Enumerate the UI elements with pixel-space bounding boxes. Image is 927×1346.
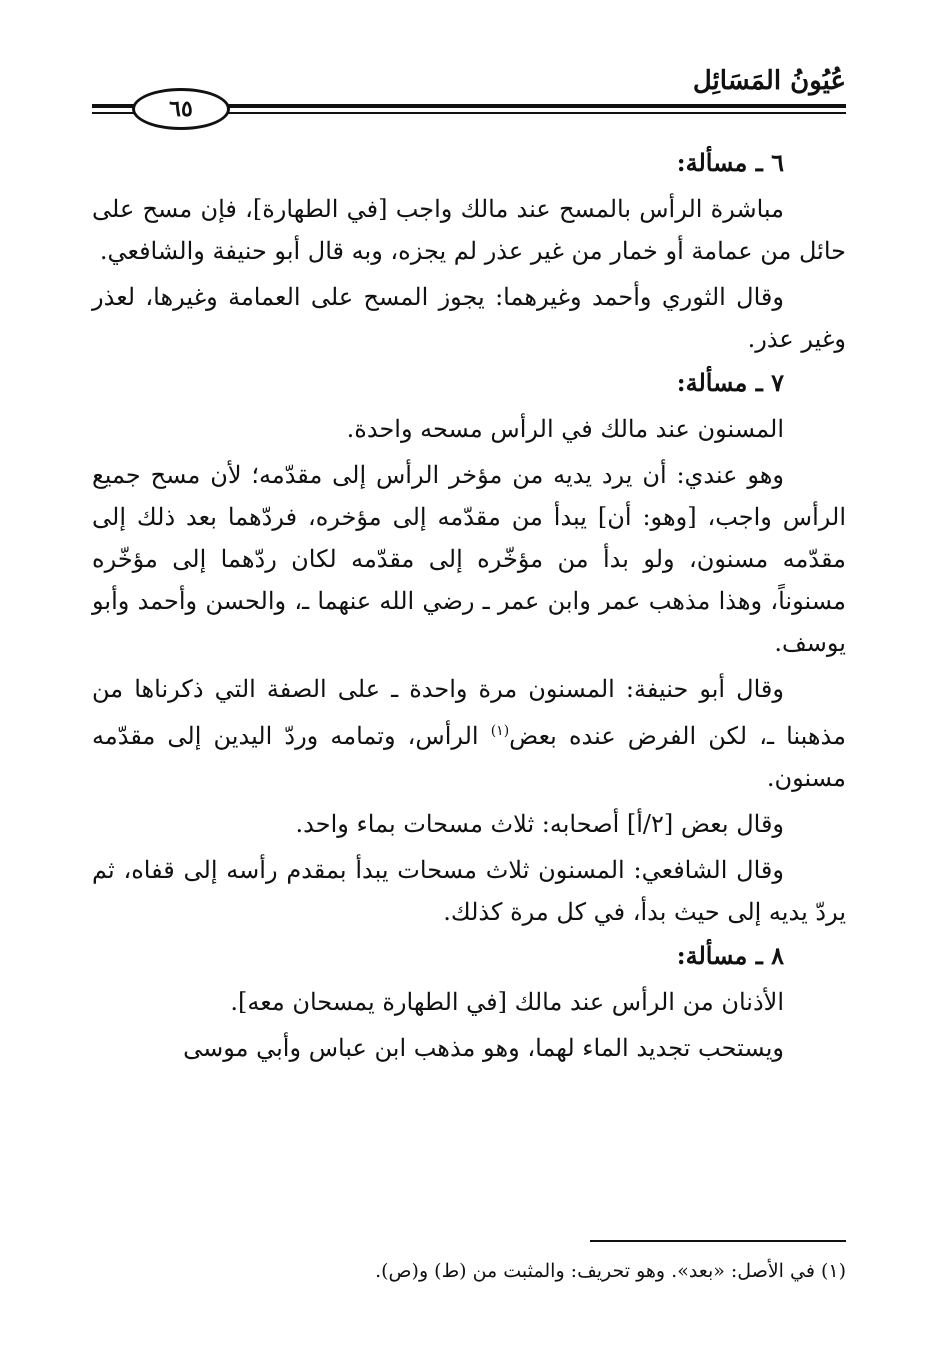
issue-heading-8: ٨ ـ مسألة:	[676, 941, 784, 970]
footnote-rule	[590, 1240, 846, 1242]
footnote-ref: (١)	[490, 723, 510, 739]
paragraph: وقال الشافعي: المسنون ثلاث مسحات يبدأ بمقدم رأسه إلى قفاه، ثم يردّ يديه إلى حيث بدأ، في كل مرة كذلك.	[92, 856, 846, 926]
page-number: ٦٥	[132, 88, 230, 130]
paragraph: ويستحب تجديد الماء لهما، وهو مذهب ابن عباس وأبي موسى	[183, 1034, 784, 1062]
paragraph-text: الرأس، وتمامه وردّ اليدين إلى مقدّمه مسنون.	[92, 722, 846, 792]
paragraph: المسنون عند مالك في الرأس مسحه واحدة.	[346, 415, 784, 443]
paragraph: الأذنان من الرأس عند مالك [في الطهارة يمسحان معه].	[230, 988, 784, 1016]
paragraph: وقال بعض [٢/أ] أصحابه: ثلاث مسحات بماء واحد.	[295, 810, 784, 838]
paragraph-text: وقال أبو حنيفة: المسنون مرة واحدة ـ على الصفة التي ذكرناها من مذهبنا ـ، لكن الفرض عنده بعض	[92, 675, 847, 750]
paragraph-with-footnote	[92, 668, 846, 799]
paragraph: وهو عندي: أن يرد يديه من مؤخر الرأس إلى مقدّمه؛ لأن مسح جميع الرأس واجب، [وهو: أن] يبدأ من مقدّمه إلى مؤخره، فردّهما بعد ذلك إلى مقدّمه مسنون، ولو بدأ من مؤخّره إلى مقدّمه لكان ردّهما إلى مؤخّره مسنوناً، وهذا مذهب عمر وابن عمر ـ رضي الله عنهما ـ، والحسن وأحمد وأبو يوسف.	[92, 461, 846, 657]
issue-heading-7: ٧ ـ مسألة:	[676, 368, 784, 397]
page-header	[92, 62, 846, 122]
running-title: عُيُونُ المَسَائِل	[692, 66, 846, 96]
main-text	[92, 140, 846, 1073]
footnote: (١) في الأصل: «بعد». وهو تحريف: والمثبت من (ط) و(ص).	[375, 1260, 846, 1282]
paragraph: وقال الثوري وأحمد وغيرهما: يجوز المسح على العمامة وغيرها، لعذر وغير عذر.	[92, 283, 846, 353]
paragraph: مباشرة الرأس بالمسح عند مالك واجب [في الطهارة]، فإن مسح على حائل من عمامة أو خمار من غير عذر لم يجزه، وبه قال أبو حنيفة والشافعي.	[92, 195, 846, 265]
issue-heading-6: ٦ ـ مسألة:	[676, 148, 784, 177]
